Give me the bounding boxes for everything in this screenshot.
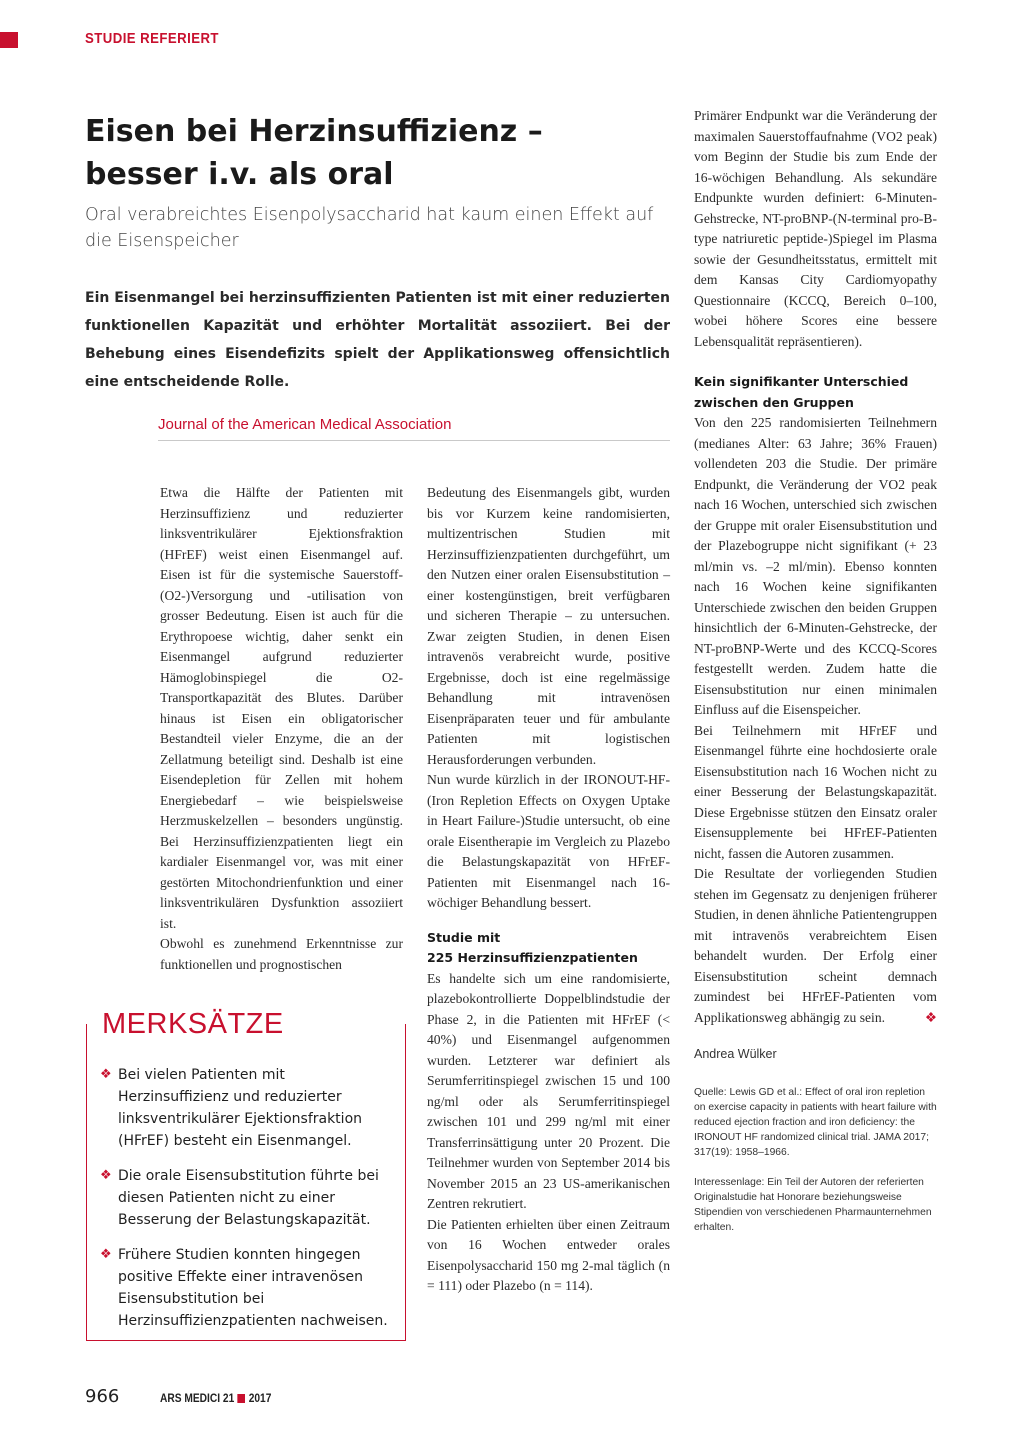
author-name: Andrea Wülker [694,1047,777,1061]
merksaetze-title: MERKSÄTZE [96,1008,290,1041]
paragraph: Die Patienten erhielten über einen Zeitraum von 16 Wochen entweder orales Eisenpolysaccharid 150 mg 2-mal täglich (n = 111) oder Plazebo (n = 114). [427,1216,670,1293]
paragraph: Etwa die Hälfte der Patienten mit Herzinsuffizienz und reduzierter linksventrikulärer Ejektionsfraktion (HFrEF) weist einen Eisenmangel auf. Eisen ist für die systemische Sauerstoff-(O2-)Versorgung und -utilisation von grosser Bedeutung. Eisen ist auch für die Erythropoese wichtig, daher senkt ein Eisenmangel aufgrund reduzierter Hämoglobinspiegel die O2-Transportkapazität des Blutes. Darüber hinaus ist Eisen ein obligatorischer Bestandteil vieler Enzyme, die an der Zellatmung beteiligt sind. Deshalb ist eine Eisendepletion für Zellen mit hohem Energiebedarf – wie beispielsweise Herzmuskelzellen – besonders ungünstig. Bei Herzinsuffizienzpatienten liegt ein kardialer Eisenmangel vor, was mit einer gestörten Mitochondrienfunktion und einer linksventrikulären Dysfunktion assoziiert ist. [160,485,403,931]
end-of-article-icon: ❖ [924,1009,937,1025]
title-line-1: Eisen bei Herzinsuffizienz – [85,114,543,149]
paragraph: Nun wurde kürzlich in der IRONOUT-HF-(Iron Repletion Effects on Oxygen Uptake in Heart Failure-)Studie untersucht, ob eine orale Eisentherapie im Vergleich zu Plazebo die Belastungskapazität von HFrEF-Patienten mit Eisenmangel nach 16-wöchiger Behandlung bessert. [427,772,670,910]
paragraph: Es handelte sich um eine randomisierte, plazebokontrollierte Doppelblindstudie der Phase 2, in die Patienten mit HFrEF (< 40%) und Eisenmangel aufgenommen wurden. Letzterer war definiert als Serumferritinspiegel zwischen 15 und 100 ng/ml oder als Serumferritinspiegel zwischen 101 und 299 ng/ml mit einer Transferrinsättigung unter 20 Prozent. Die Teilnehmer wurden von September 2014 bis November 2015 an 23 US-amerikanischen Zentren rekrutiert. [427,970,670,1211]
conflict-of-interest: Interessenlage: Ein Teil der Autoren der referierten Originalstudie hat Honorare beziehungsweise Stipendien von verschiedenen Pharmaunternehmen erhalten. [694,1176,932,1234]
footer-square-icon [238,1394,246,1403]
text-column-2 [427,483,670,1297]
source-citation: Quelle: Lewis GD et al.: Effect of oral iron repletion on exercise capacity in patients with heart failure with reduced ejection fraction and iron deficiency: the IRONOUT HF randomized clinical trial. JAMA 2017; 317(19): 1958–1966. [694,1086,937,1159]
paragraph: Die Resultate der vorliegenden Studien stehen im Gegensatz zu denjenigen früherer Studien, in denen ähnliche Patientengruppen mit intravenös verabreichtem Eisen behandelt wurden. Der Erfolg einer Eisensubstitution scheint demnach zumindest bei HFrEF-Patienten vom Applikationsweg abhängig zu sein. ❖ [694,864,937,1028]
paragraph: Bei Teilnehmern mit HFrEF und Eisenmangel führte eine hochdosierte orale Eisensubstitution nach 16 Wochen nicht zu einer Besserung der Belastungskapazität. Diese Ergebnisse stützen den Einsatz oraler Eisensupplemente bei HFrEF-Patienten nicht, fassen die Autoren zusammen. [694,722,937,861]
list-item: ❖ Bei vielen Patienten mit Herzinsuffizienz und reduzierter linksventrikulärer Ejektionsfraktion (HFrEF) besteht ein Eisenmangel. [100,1064,390,1152]
diamond-bullet-icon: ❖ [100,1247,112,1262]
article-title [85,110,645,196]
diamond-bullet-icon: ❖ [100,1067,112,1082]
header-accent-square [0,32,18,48]
magazine-year: 2017 [248,1391,272,1405]
paragraph: Obwohl es zunehmend Erkenntnisse zur funktionellen und prognostischen [160,936,403,972]
text-column-1 [160,483,403,975]
paragraph: Bedeutung des Eisenmangels gibt, wurden bis vor Kurzem keine randomisierten, multizentrischen Studien mit Herzinsuffizienzpatienten durchgeführt, um den Nutzen einer oralen Eisensubstitution – einer kostengünstigen, breit verfügbaren und sicheren Therapie – zu untersuchen. Zwar zeigten Studien, in denen Eisen intravenös verabreicht wurde, positive Ergebnisse, doch ist eine regelmässige Behandlung mit intravenösen Eisenpräparaten teuer und für ambulante Patienten mit logistischen Herausforderungen verbunden. [427,485,670,767]
list-item: ❖ Frühere Studien konnten hingegen positive Effekte einer intravenösen Eisensubstitution bei Herzinsuffizienzpatienten nachweisen. [100,1244,390,1332]
title-line-2: besser i.v. als oral [85,157,394,192]
article-subtitle: Oral verabreichtes Eisenpolysaccharid hat kaum einen Effekt auf die Eisenspeicher [85,205,654,251]
magazine-footer [160,1391,271,1405]
text-column-3 [694,106,937,1235]
subheading: Studie mit 225 Herzinsuffizienzpatienten [427,929,638,965]
journal-name: Journal of the American Medical Association [158,416,670,441]
list-item: ❖ Die orale Eisensubstitution führte bei diesen Patienten nicht zu einer Besserung der Belastungskapazität. [100,1165,390,1231]
article-lead: Ein Eisenmangel bei herzinsuffizienten Patienten ist mit einer reduzierten funktionellen Kapazität und erhöhter Mortalität assoziiert. Bei der Behebung eines Eisendefizits spielt der Applikationsweg offensichtlich eine entscheidende Rolle. [85,290,670,390]
page-number: 966 [85,1386,120,1407]
merksaetze-list [100,1064,390,1345]
magazine-name: ARS MEDICI 21 [160,1391,235,1405]
paragraph: Von den 225 randomisierten Teilnehmern (medianes Alter: 63 Jahre; 36% Frauen) vollendeten 203 die Studie. Der primäre Endpunkt, die Veränderung der VO2 peak nach 16 Wochen, unterschied sich zwischen der Gruppe mit oraler Eisensubstitution und der Plazebogruppe nicht signifikant (+ 23 ml/min vs. –2 ml/min). Ebenso konnten nach 16 Wochen keine signifikanten Unterschiede zwischen den beiden Gruppen hinsichtlich der 6-Minuten-Gehstrecke, der NT-proBNP-Werte und des KCCQ-Scores festgestellt werden. Zudem hatte die Eisensubstitution nur einen minimalen Einfluss auf die Eisenspeicher. [694,415,937,717]
paragraph: Primärer Endpunkt war die Veränderung der maximalen Sauerstoffaufnahme (VO2 peak) vom Beginn der Studie bis zum Ende der 16-wöchigen Behandlung. Als sekundäre Endpunkte wurden definiert: 6-Minuten-Gehstrecke, NT-proBNP-(N-terminal pro-B-type natriuretic peptide-)Spiegel im Plasma sowie der Gesundheitsstatus, ermittelt mit dem Kansas City Cardiomyopathy Questionnaire (KCCQ, Bereich 0–100, wobei höhere Scores eine bessere Lebensqualität repräsentieren). [694,108,937,349]
subheading: Kein signifikanter Unterschied zwischen den Gruppen [694,374,909,410]
section-label: STUDIE REFERIERT [85,30,219,47]
diamond-bullet-icon: ❖ [100,1168,112,1183]
